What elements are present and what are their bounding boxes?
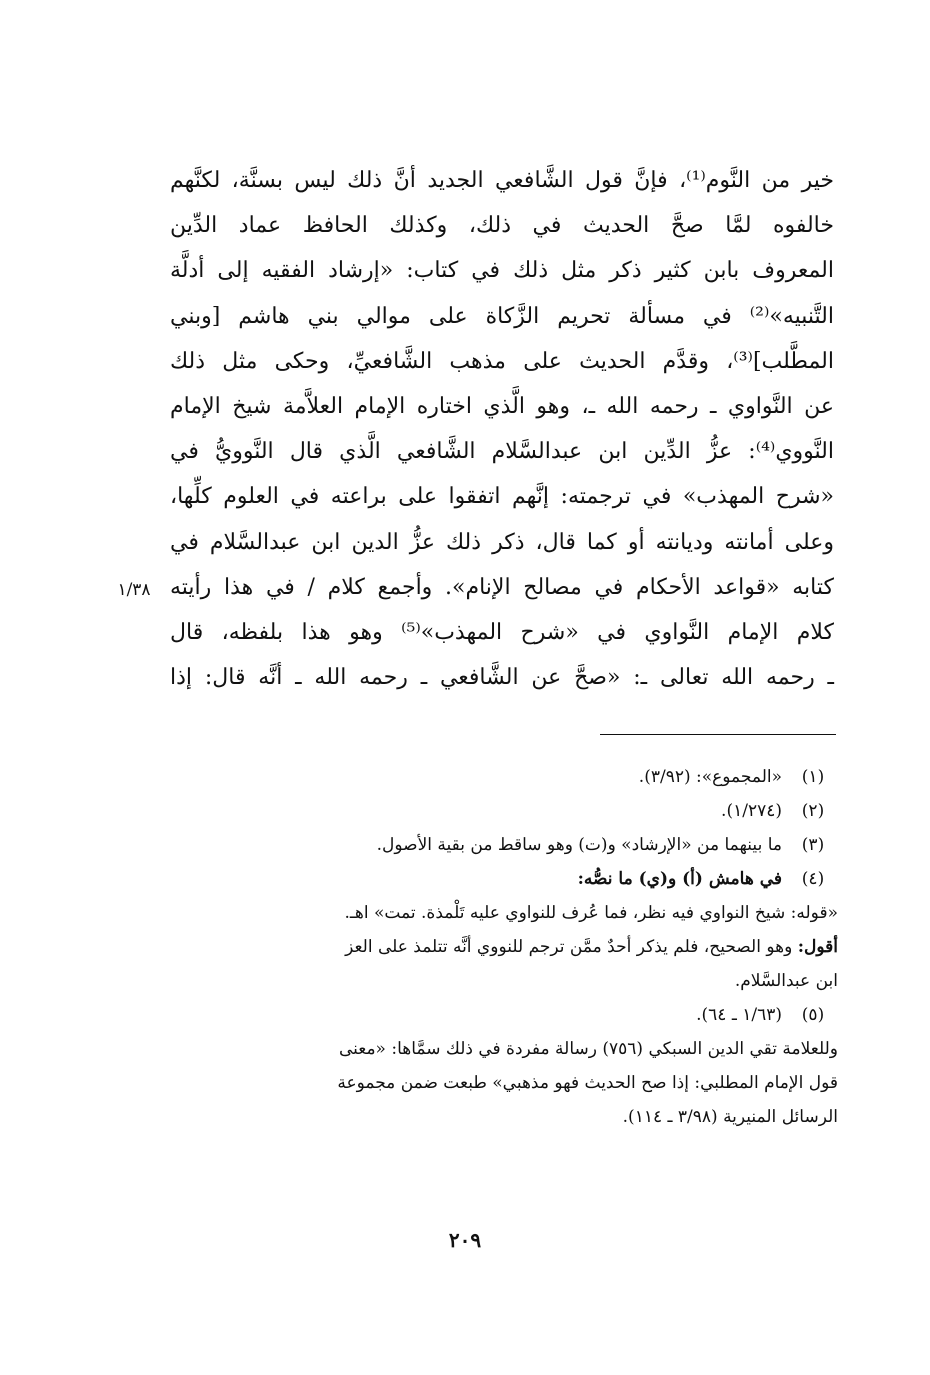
footnote-number: (٥)	[801, 1005, 825, 1025]
footnote-number: (٢)	[801, 801, 825, 821]
footnote-heading: في هامش (أ) و(ي) ما نصُّه:	[577, 869, 782, 889]
margin-manuscript-reference: ١/٣٨	[117, 580, 151, 600]
footnote-text: أقول: وهو الصحيح، فلم يذكر أحدٌ ممَّن ترجم للنووي أنَّه تتلمذ على العز	[345, 937, 838, 957]
footnote-number: (١)	[801, 767, 825, 787]
main-text-line: «شرح المهذب» في ترجمته: إنَّهم اتفقوا على براعته في العلوم كلِّها،	[170, 484, 834, 510]
footnote-text: «المجموع»: (٣/٩٢).	[638, 767, 782, 787]
footnote-2	[178, 794, 838, 828]
main-text-line: خير من النَّوم⁽¹⁾، فإنَّ قول الشَّافعي الجديد أنَّ ذلك ليس بسنَّة، لكنَّهم	[170, 168, 834, 193]
footnote-number: (٣)	[801, 835, 825, 855]
footnote-4	[178, 862, 838, 896]
footnote-text: «قوله: شيخ النواوي فيه نظر، فما عُرف للنواوي عليه تَلْمذة. تمت» اهـ.	[344, 903, 838, 923]
main-text-line: المطَّلب]⁽³⁾، وقدَّم الحديث على مذهب الشَّافعيِّ، وحكى مثل ذلك	[170, 348, 834, 374]
main-text-line: كلام الإمام النَّواوي في «شرح المهذب»⁽⁵⁾ وهو هذا بلفظه، قال	[170, 619, 834, 645]
footnote-5	[178, 998, 838, 1032]
footnote-text: الرسائل المنيرية (٣/٩٨ ـ ١١٤).	[622, 1107, 838, 1127]
main-text-line: النَّووي⁽⁴⁾: عزُّ الدِّين ابن عبدالسَّلام الشَّافعي الَّذي قال النَّوويُّ في	[170, 439, 834, 465]
main-text-line: خالفوه لمَّا صحَّ الحديث في ذلك، وكذلك الحافظ عماد الدِّين	[170, 213, 834, 239]
main-text-line: التَّنبيه»⁽²⁾ في مسألة تحريم الزَّكاة على موالي بني هاشم [وبني	[170, 303, 834, 329]
footnote-text: قول الإمام المطلبي: إذا صح الحديث فهو مذهبي» طبعت ضمن مجموعة	[337, 1073, 838, 1093]
main-text-line: وعلى أمانته وديانته أو كما قال، ذكر ذلك عزُّ الدين ابن عبدالسَّلام في	[170, 529, 834, 555]
footnote-text: ما بينهما من «الإرشاد» و(ت) وهو ساقط من بقية الأصول.	[376, 835, 782, 855]
footnote-1	[178, 760, 838, 794]
footnote-text: (١/٦٣ ـ ٦٤).	[696, 1005, 782, 1025]
footnote-number: (٤)	[801, 869, 825, 889]
main-text-line: عن النَّواوي ـ رحمه الله ـ، وهو الَّذي اختاره الإمام العلاَّمة شيخ الإمام	[170, 393, 834, 419]
main-text-line: المعروف بابن كثير ذكر مثل ذلك في كتاب: «إرشاد الفقيه إلى أدلَّة	[170, 258, 834, 284]
footnote-text: ابن عبدالسَّلام.	[734, 971, 838, 991]
footnote-text: وللعلامة تقي الدين السبكي (٧٥٦) رسالة مفردة في ذلك سمَّاها: «معنى	[338, 1039, 838, 1059]
footnotes	[178, 760, 838, 1134]
main-text	[170, 158, 834, 700]
page-number: ٢٠٩	[448, 1228, 482, 1252]
main-text-line: ـ رحمه الله تعالى ـ: «صحَّ عن الشَّافعي ـ رحمه الله ـ أنَّه قال: إذا	[170, 665, 834, 691]
footnote-text: (١/٢٧٤).	[721, 801, 782, 821]
footnote-separator	[600, 734, 836, 735]
main-text-line: كتابه «قواعد الأحكام في مصالح الإنام». وأجمع كلام / في هذا رأيته	[170, 574, 834, 600]
footnote-3	[178, 828, 838, 862]
